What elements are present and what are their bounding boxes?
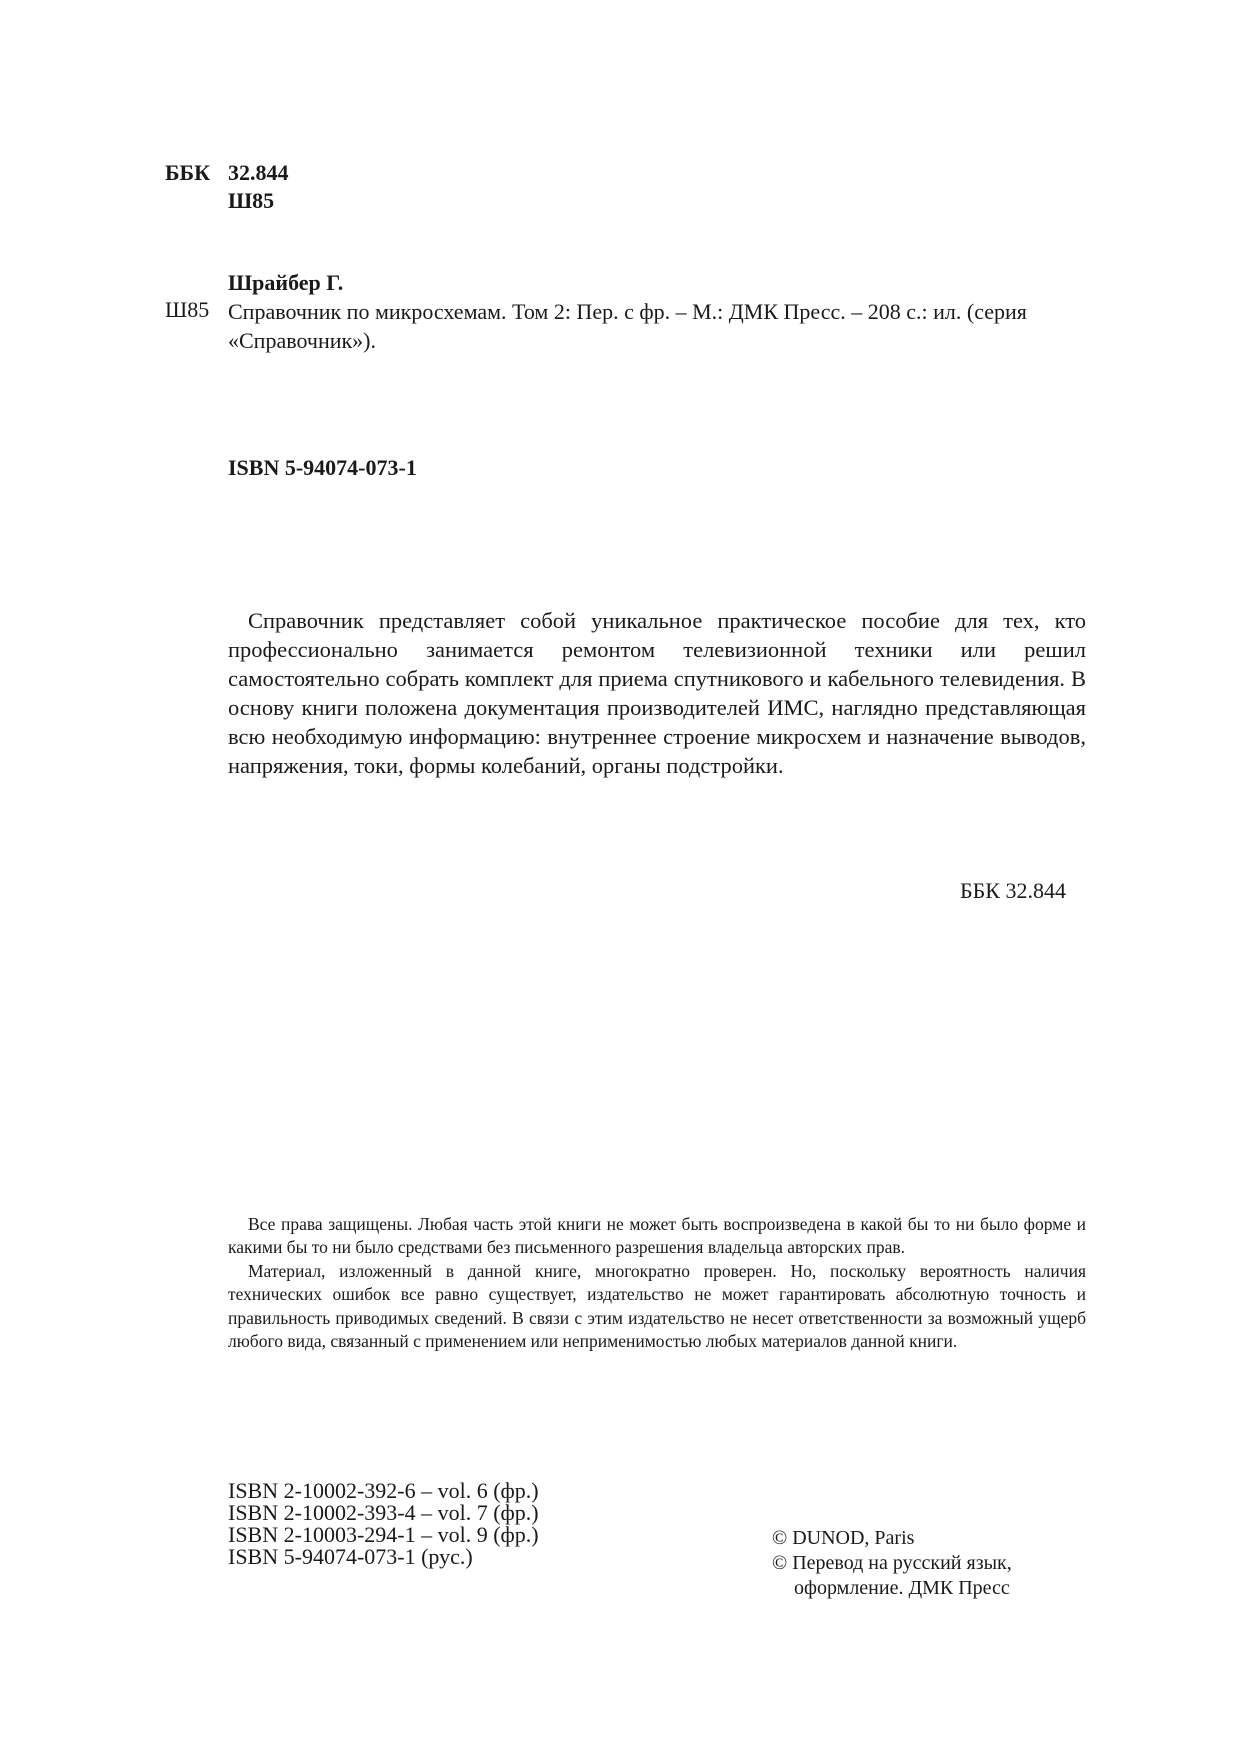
copyright-line-1: © DUNOD, Paris (772, 1527, 915, 1549)
rights-notice (228, 1213, 1086, 1353)
isbn-list-item: ISBN 2-10002-392-6 – vol. 6 (фр.) (228, 1478, 539, 1503)
isbn-main: ISBN 5-94074-073-1 (228, 455, 417, 480)
catalog-author-code: Ш85 (165, 297, 210, 322)
catalog-author: Шрайбер Г. (228, 270, 344, 295)
copyright-block (772, 1526, 1012, 1601)
rights-paragraph-2: Материал, изложенный в данной книге, многократно проверен. Но, поскольку вероятность наличия технических ошибок все равно существует, издательство не может гарантировать абсолютную точность и правильность приводимых сведений. В связи с этим издательство не несет ответственности за возможный ущерб любого вида, связанный с применением или неприменимостью любых материалов данной книги. (228, 1260, 1086, 1352)
author-sign-code: Ш85 (228, 188, 275, 213)
copyright-line-3: оформление. ДМК Пресс (794, 1577, 1010, 1599)
isbn-list-item: ISBN 2-10003-294-1 – vol. 9 (фр.) (228, 1522, 539, 1547)
bbk-label: ББК (165, 160, 211, 185)
bbk-code: 32.844 (228, 160, 289, 185)
copyright-line-2: © Перевод на русский язык, (772, 1552, 1012, 1574)
annotation: Справочник представляет собой уникальное практическое пособие для тех, кто профессионально занимается ремонтом телевизионной техники или решил самостоятельно собрать комплект для приема спутникового и кабельного телевидения. В основу книги положена документация производителей ИМС, наглядно представляющая всю необходимую информацию: внутреннее строение микросхем и назначение выводов, напряжения, токи, формы колебаний, органы подстройки. (228, 608, 1086, 778)
isbn-list-item: ISBN 2-10002-393-4 – vol. 7 (фр.) (228, 1500, 539, 1525)
catalog-description: Справочник по микросхемам. Том 2: Пер. с фр. – М.: ДМК Пресс. – 208 с.: ил. (серия «Справочник»). (228, 299, 1027, 353)
bbk-footer: ББК 32.844 (960, 878, 1066, 903)
rights-paragraph-1: Все права защищены. Любая часть этой книги не может быть воспроизведена в какой бы то ни было форме и какими бы то ни было средствами без письменного разрешения владельца авторских прав. (228, 1214, 1086, 1258)
isbn-list (228, 1480, 539, 1568)
isbn-list-item: ISBN 5-94074-073-1 (рус.) (228, 1544, 473, 1569)
